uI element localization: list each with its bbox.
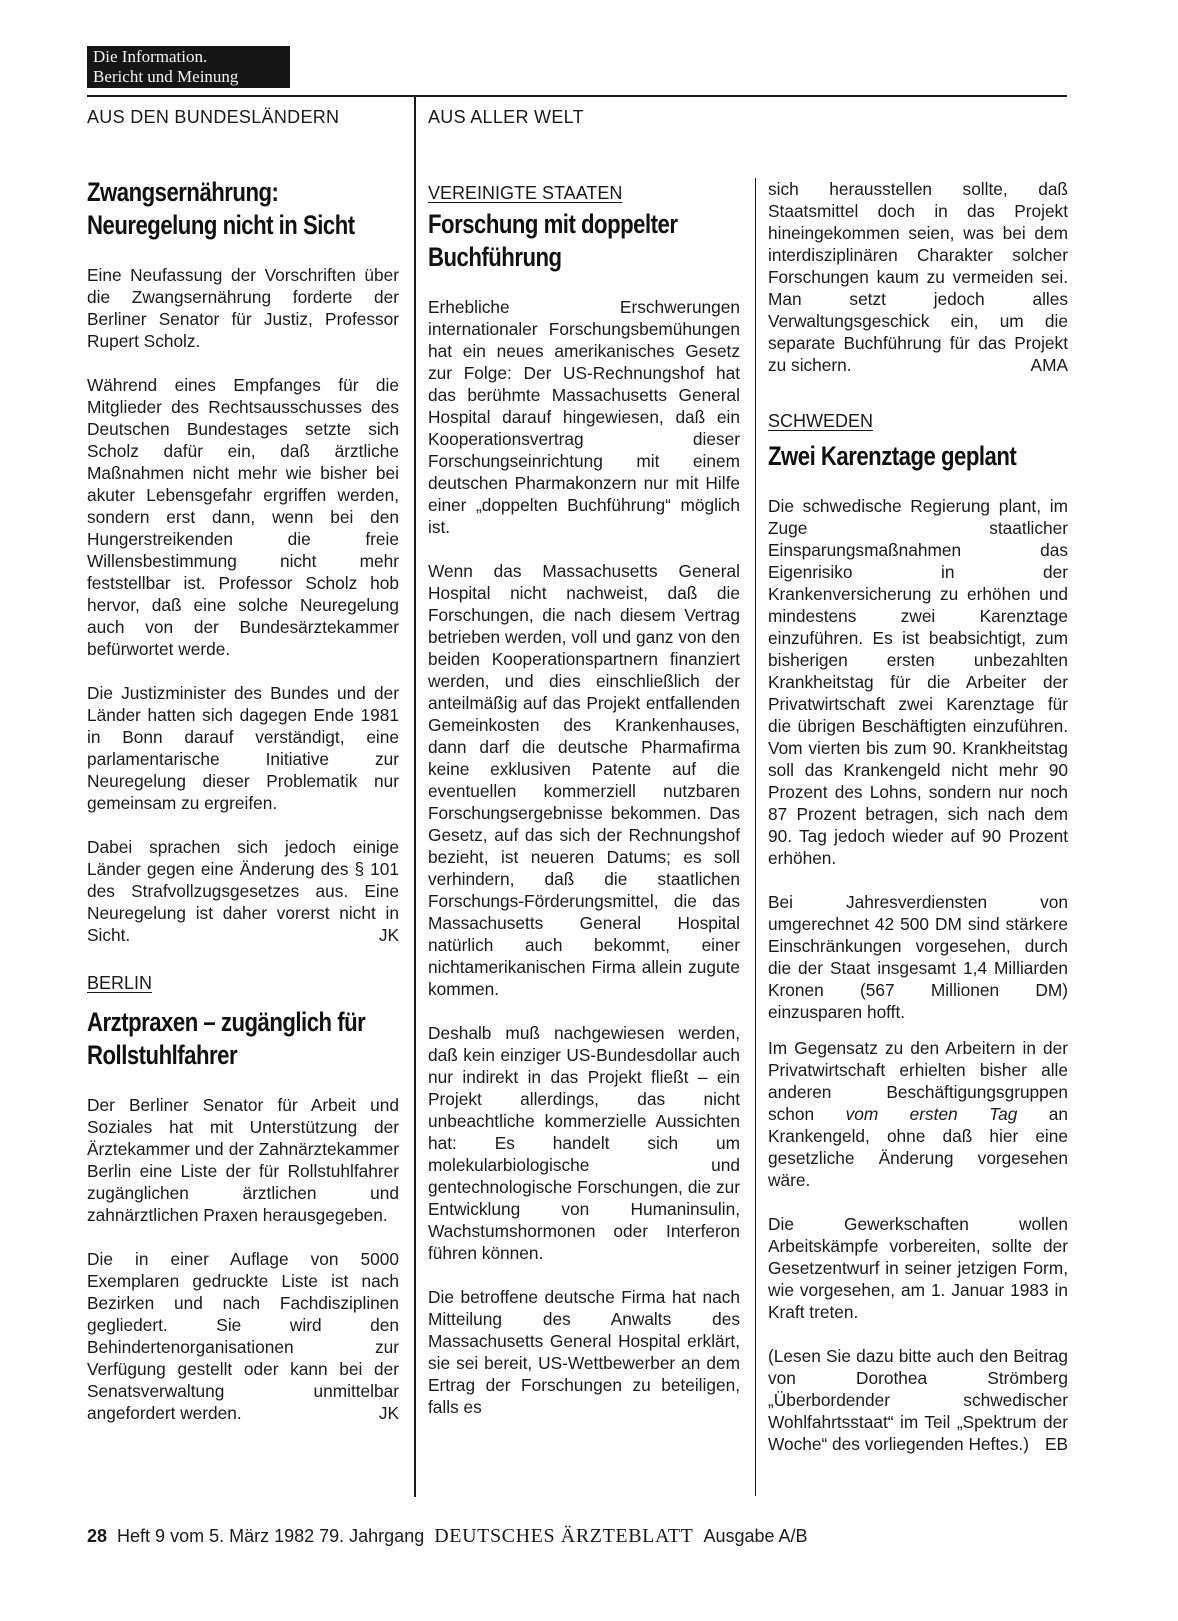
paragraph: Bei Jahresverdiensten von umgerechnet 42 500 DM sind stärkere Einschränkungen vorgesehen, durch die der Staat insgesamt 1,4 Milliarden Kronen (567 Millionen DM) einzusparen hofft. <box>768 892 1068 1022</box>
section-label-bundeslaender: AUS DEN BUNDESLÄNDERN <box>87 107 340 127</box>
paragraph-text: Im Gegensatz zu den Arbeitern in der Privatwirtschaft erhielten bisher alle anderen Beschäftigungsgruppen schon <box>768 1038 1068 1124</box>
section-badge <box>87 46 290 88</box>
emphasis: vom ersten Tag <box>845 1104 1018 1124</box>
paragraph: Wenn das Massachusetts General Hospital nicht nachweist, daß die Forschungen, die nach diesem Vertrag betrieben werden, voll und ganz von den beiden Kooperationspartnern finanziert werden, und dies einschließlich der anteilmäßig auf das Projekt entfallenden Gemeinkosten des Krankenhauses, dann darf die deutsche Pharmafirma keine exklusiven Patente auf die eventuellen kommerziell nutzbaren Forschungsergebnisse bekommen. Das Gesetz, auf das sich der Rechnungshof bezieht, ist neueren Datums; es soll verhindern, daß die staatlichen Forschungs-Förderungsmittel, die das Massachusetts General Hospital natürlich auch bekommt, einer nichtamerikanischen Firma allein zugute kommen. <box>428 561 740 999</box>
author-initials: JK <box>378 925 399 945</box>
top-rule <box>87 95 1067 97</box>
column-3 <box>768 178 1068 1477</box>
column-1 <box>87 176 399 1446</box>
page-number: 28 <box>87 1526 108 1546</box>
issue-info: Heft 9 vom 5. März 1982 79. Jahrgang <box>117 1526 425 1546</box>
edition-info: Ausgabe A/B <box>703 1526 808 1546</box>
section-label-aller-welt: AUS ALLER WELT <box>428 107 584 127</box>
paragraph-text: Die in einer Auflage von 5000 Exemplaren gedruckte Liste ist nach Bezirken und nach Fachdisziplinen gegliedert. Sie wird den Behindertenorganisationen zur Verfügung gestellt oder kann bei der Senatsverwaltung unmittelbar angefordert werden. <box>87 1249 399 1423</box>
paragraph: Der Berliner Senator für Arbeit und Soziales hat mit Unterstützung der Ärztekammer und der Zahnärztekammer Berlin eine Liste der für Rollstuhlfahrer zugänglichen ärztlichen und zahnärztlichen Praxen herausgegeben. <box>87 1095 399 1225</box>
headline-arztpraxen: Arztpraxen – zugänglich für Rollstuhlfahrer <box>87 1007 366 1070</box>
paragraph: Eine Neufassung der Vorschriften über die Zwangsernährung forderte der Berliner Senator für Justiz, Professor Rupert Scholz. <box>87 265 399 351</box>
paragraph <box>768 178 1068 376</box>
headline-forschung: Forschung mit doppelter Buchführung <box>428 209 678 272</box>
badge-line-2: Bericht und Meinung <box>93 67 239 86</box>
paragraph: Erhebliche Erschwerungen internationaler Forschungsbemühungen hat ein neues amerikanisches Gesetz zur Folge: Der US-Rechnungshof hat das berühmte Massachusetts General Hospital darauf hingewiesen, daß ein Kooperationsvertrag dieser Forschungseinrichtung mit einem deutschen Pharmakonzern nur mit Hilfe einer „doppelten Buchführung“ möglich ist. <box>428 297 740 537</box>
paragraph-text: (Lesen Sie dazu bitte auch den Beitrag von Dorothea Strömberg „Überbordender schwedischer Wohlfahrtsstaat“ im Teil „Spektrum der Woche“ des vorliegenden Heftes.) <box>768 1346 1068 1454</box>
column-divider-right <box>755 178 756 1496</box>
paragraph <box>768 1037 1068 1191</box>
paragraph: Deshalb muß nachgewiesen werden, daß kein einziger US-Bundesdollar auch nur indirekt in das Projekt fließt – ein Projekt allerdings, das nicht unbeachtliche kommerzielle Aussichten hat: Es handelt sich um molekularbiologische und gentechnologische Forschungen, die zur Entwicklung von Humaninsulin, Wachstumshormonen oder Interferon führen können. <box>428 1023 740 1263</box>
author-initials: AMA <box>1030 355 1068 375</box>
page-footer <box>87 1525 808 1548</box>
paragraph: Die schwedische Regierung plant, im Zuge staatlicher Einsparungsmaßnahmen das Eigenrisiko in der Krankenversicherung zu erhöhen und mindestens zwei Karenztage einzuführen. Es ist beabsichtigt, zum bisherigen ersten unbezahlten Krankheitstag für die Arbeiter der Privatwirtschaft zwei Karenztage für die übrigen Beschäftigten einzuführen. Vom vierten bis zum 90. Krankheitstag soll das Krankengeld nicht mehr 90 Prozent des Lohns, sondern nur noch 87 Prozent betragen, sich nach dem 90. Tag jedoch wieder auf 90 Prozent erhöhen. <box>768 496 1068 868</box>
kicker-schweden: SCHWEDEN <box>768 411 874 431</box>
paragraph <box>87 1248 399 1424</box>
paragraph <box>87 836 399 946</box>
paragraph-text: Dabei sprachen sich jedoch einige Länder gegen eine Änderung des § 101 des Strafvollzugsgesetzes aus. Eine Neuregelung ist daher vorerst nicht in Sicht. <box>87 837 399 945</box>
paragraph: Die betroffene deutsche Firma hat nach Mitteilung des Anwalts des Massachusetts General Hospital erklärt, sie sei bereit, US-Wettbewerber an dem Ertrag der Forschungen zu beteiligen, falls es <box>428 1287 740 1417</box>
paragraph-text: sich herausstellen sollte, daß Staatsmittel doch in das Projekt hineingekommen seien, was bei dem interdisziplinären Charakter solcher Forschungen kaum zu vermeiden sei. Man setzt jedoch alles Verwaltungsgeschick ein, um die separate Buchführung für das Projekt zu sichern. <box>768 179 1068 375</box>
headline-karenztage: Zwei Karenztage geplant <box>768 441 1017 471</box>
paragraph: Während eines Empfanges für die Mitglieder des Rechtsausschusses des Deutschen Bundestages setzte sich Scholz dafür ein, daß ärztliche Maßnahmen nicht mehr wie bisher bei akuter Lebensgefahr ergriffen werden, sondern erst dann, wenn bei den Hungerstreikenden die freie Willensbestimmung nicht mehr feststellbar ist. Professor Scholz hob hervor, daß eine solche Neuregelung auch von der Bundesärztekammer befürwortet werde. <box>87 375 399 659</box>
headline-zwangsernaehrung: Zwangsernährung: Neuregelung nicht in Sicht <box>87 177 355 240</box>
paragraph: Die Gewerkschaften wollen Arbeitskämpfe vorbereiten, sollte der Gesetzentwurf in seiner jetzigen Form, wie vorgesehen, am 1. Januar 1983 in Kraft treten. <box>768 1214 1068 1322</box>
kicker-vereinigte-staaten: VEREINIGTE STAATEN <box>428 183 623 203</box>
paragraph: Die Justizminister des Bundes und der Länder hatten sich dagegen Ende 1981 in Bonn darauf verständigt, eine parlamentarische Initiative zur Neuregelung dieser Problematik nur gemeinsam zu ergreifen. <box>87 683 399 813</box>
badge-line-1: Die Information. <box>93 47 208 66</box>
author-initials: JK <box>378 1403 399 1423</box>
paragraph <box>768 1345 1068 1455</box>
kicker-berlin: BERLIN <box>87 973 153 993</box>
magazine-name: DEUTSCHES ÄRZTEBLATT <box>434 1525 694 1547</box>
author-initials: EB <box>1044 1434 1068 1454</box>
paragraph-text: an Krankengeld, ohne daß hier eine gesetzliche Änderung vorgesehen wäre. <box>768 1104 1068 1190</box>
column-2 <box>428 182 740 1440</box>
column-divider-main <box>414 97 416 1497</box>
